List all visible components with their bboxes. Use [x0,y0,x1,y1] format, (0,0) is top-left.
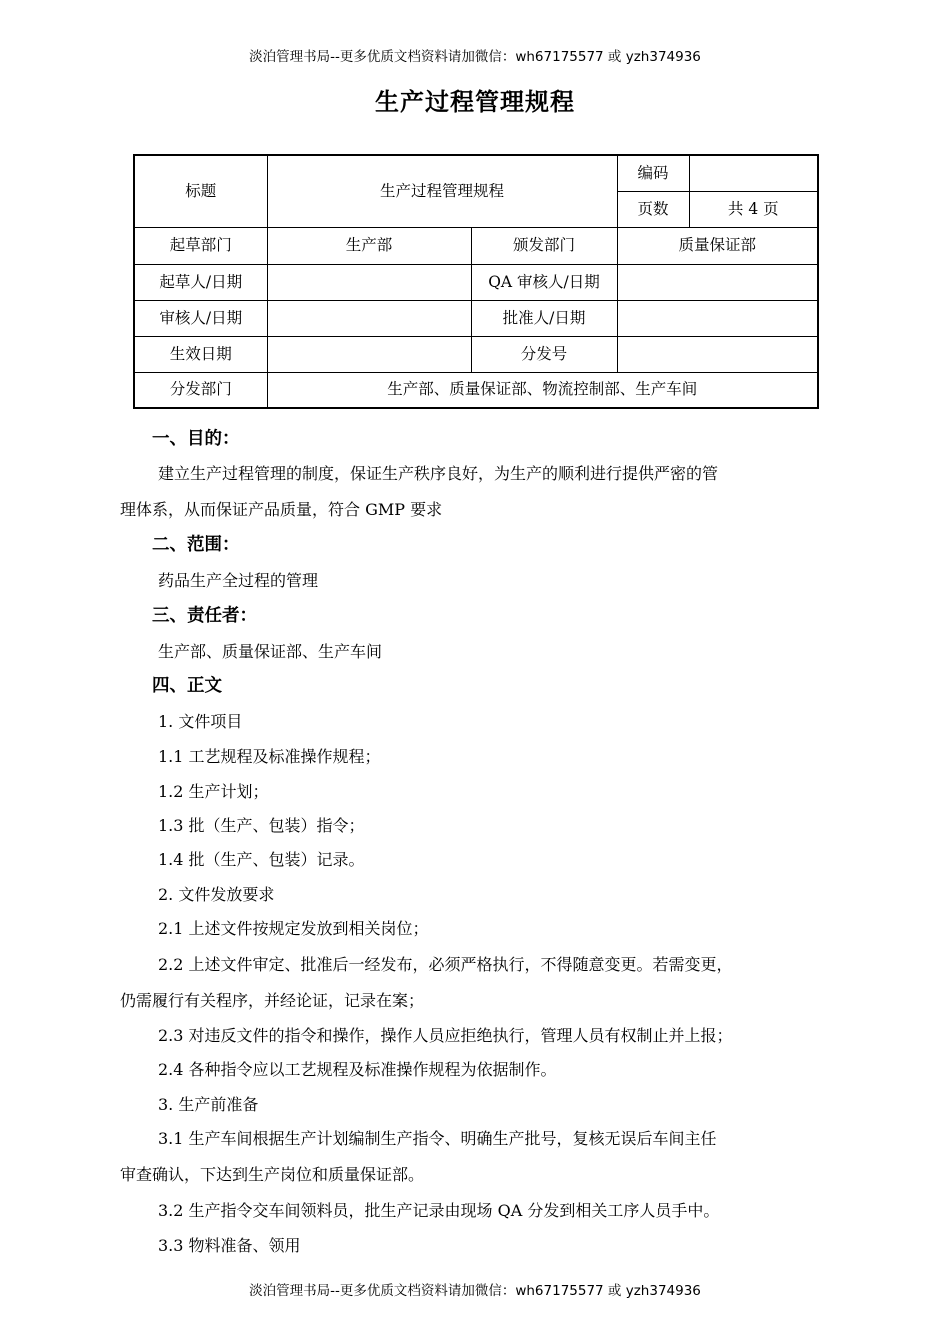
section-responsibility-heading: 三、责任者： [152,606,257,626]
purpose-text-line2: 理体系，从而保证产品质量，符合 GMP 要求 [120,500,443,519]
draft-dept-label: 起草部门 [134,227,267,264]
page-header: 淡泊管理书局--更多优质文档资料请加微信：wh67175577 或 yzh374936 [249,49,701,65]
effective-date-value [267,336,471,372]
item-2-2-line2: 仍需履行有关程序，并经论证，记录在案； [120,991,425,1010]
qa-reviewer-value [617,264,818,300]
dist-no-value [617,336,818,372]
reviewer-label: 审核人/日期 [134,300,267,336]
item-1-3: 1.3 批（生产、包装）指令； [158,816,365,835]
item-2: 2. 文件发放要求 [158,885,275,904]
qa-reviewer-label: QA 审核人/日期 [471,264,617,300]
code-value [689,155,818,191]
approver-value [617,300,818,336]
item-2-2-line1: 2.2 上述文件审定、批准后一经发布，必须严格执行，不得随意变更。若需变更， [158,955,733,974]
code-label: 编码 [617,155,689,191]
section-purpose-heading: 一、目的： [152,429,240,449]
item-1-1: 1.1 工艺规程及标准操作规程； [158,747,381,766]
issue-dept-label: 颁发部门 [471,227,617,264]
section-body-heading: 四、正文 [152,676,222,696]
scope-text: 药品生产全过程的管理 [158,571,319,590]
dist-dept-label: 分发部门 [134,372,267,408]
reviewer-value [267,300,471,336]
item-1-4: 1.4 批（生产、包装）记录。 [158,850,365,869]
section-scope-heading: 二、范围： [152,535,240,555]
responsibility-text: 生产部、质量保证部、生产车间 [158,642,383,661]
document-title: 生产过程管理规程 [375,88,575,116]
pages-label: 页数 [617,191,689,227]
item-2-3: 2.3 对违反文件的指令和操作，操作人员应拒绝执行，管理人员有权制止并上报； [158,1026,733,1045]
title-value: 生产过程管理规程 [267,155,617,227]
item-2-4: 2.4 各种指令应以工艺规程及标准操作规程为依据制作。 [158,1060,557,1079]
effective-date-label: 生效日期 [134,336,267,372]
issue-dept-value: 质量保证部 [617,227,818,264]
drafter-label: 起草人/日期 [134,264,267,300]
item-3-3: 3.3 物料准备、领用 [158,1236,301,1255]
dist-dept-value: 生产部、质量保证部、物流控制部、生产车间 [267,372,818,408]
drafter-value [267,264,471,300]
pages-value: 共 4 页 [689,191,818,227]
document-info-table [133,154,819,409]
item-1-2: 1.2 生产计划； [158,782,269,801]
page-footer: 淡泊管理书局--更多优质文档资料请加微信：wh67175577 或 yzh374936 [249,1283,701,1299]
dist-no-label: 分发号 [471,336,617,372]
draft-dept-value: 生产部 [267,227,471,264]
item-1: 1. 文件项目 [158,712,243,731]
item-3-1-line2: 审查确认，下达到生产岗位和质量保证部。 [120,1165,425,1184]
item-3: 3. 生产前准备 [158,1095,259,1114]
item-3-2: 3.2 生产指令交车间领料员，批生产记录由现场 QA 分发到相关工序人员手中。 [158,1201,720,1220]
approver-label: 批准人/日期 [471,300,617,336]
item-2-1: 2.1 上述文件按规定发放到相关岗位； [158,919,429,938]
item-3-1-line1: 3.1 生产车间根据生产计划编制生产指令、明确生产批号，复核无误后车间主任 [158,1129,717,1148]
purpose-text-line1: 建立生产过程管理的制度，保证生产秩序良好，为生产的顺利进行提供严密的管 [158,464,719,483]
title-label: 标题 [134,155,267,227]
